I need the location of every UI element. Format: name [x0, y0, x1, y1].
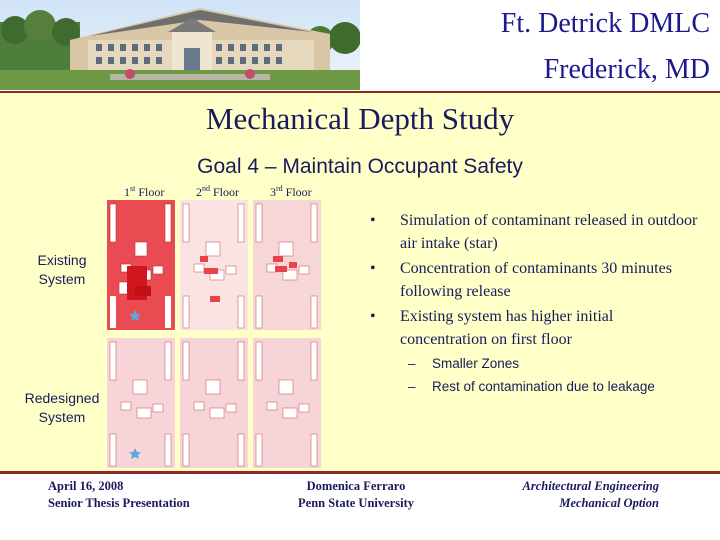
floor-label-1 — [124, 184, 164, 200]
floorplan-redesigned-floor2 — [180, 338, 248, 468]
row-label-redesigned — [20, 389, 104, 427]
sub-bullet-text: Rest of contamination due to leakage — [432, 379, 655, 394]
row-label-line: System — [38, 409, 86, 425]
bullet-text: Simulation of contaminant released in outdoor air intake (star) — [400, 212, 698, 252]
bullet-text: Concentration of contaminants 30 minutes following release — [400, 260, 672, 300]
sub-bullet-item — [408, 375, 708, 398]
floor-ordinal: 1 — [124, 185, 130, 199]
row-label-line: Existing — [37, 252, 87, 268]
footer-option: Mechanical Option — [559, 496, 659, 510]
floor-word: Floor — [213, 185, 240, 199]
sub-bullet-list — [408, 352, 708, 398]
floor-label-3 — [270, 184, 312, 200]
floorplan-existing-floor1 — [107, 200, 175, 330]
header-title-line1: Ft. Detrick DMLC — [500, 8, 710, 39]
bullet-item — [368, 210, 698, 255]
floorplan-redesigned-floor3 — [253, 338, 321, 468]
bullet-text: Existing system has higher initial concentration on first floor — [400, 308, 614, 348]
floor-label-2 — [196, 184, 239, 200]
row-label-existing — [28, 251, 96, 289]
floorplan-existing-floor2 — [180, 200, 248, 330]
floor-word: Floor — [285, 185, 312, 199]
sub-bullet-marker: – — [408, 356, 416, 371]
footer-bar — [0, 474, 720, 540]
bullet-item — [368, 306, 698, 351]
footer-department: Architectural Engineering — [522, 479, 659, 493]
header-divider — [0, 91, 720, 93]
floor-ordinal-suffix: nd — [202, 184, 210, 193]
slide-subtitle-goal: Goal 4 – Maintain Occupant Safety — [197, 155, 523, 178]
row-label-line: System — [38, 271, 86, 287]
floorplan-existing-floor3 — [253, 200, 321, 330]
footer-department-block — [523, 478, 659, 512]
row-label-line: Redesigned — [24, 390, 100, 406]
bullet-list — [368, 210, 698, 354]
header-title-line2: Frederick, MD — [543, 54, 710, 85]
building-banner-image — [0, 0, 360, 90]
sub-bullet-item — [408, 352, 708, 375]
bullet-item — [368, 258, 698, 303]
slide-title: Mechanical Depth Study — [205, 101, 515, 136]
footer-university: Penn State University — [298, 496, 414, 510]
floor-ordinal-suffix: rd — [276, 184, 283, 193]
floor-word: Floor — [138, 185, 165, 199]
sub-bullet-marker: – — [408, 379, 416, 394]
floor-ordinal: 2 — [196, 185, 202, 199]
bullet-marker: • — [370, 260, 376, 277]
floor-ordinal-suffix: st — [130, 184, 136, 193]
footer-author-block — [290, 478, 422, 512]
sub-bullet-text: Smaller Zones — [432, 356, 520, 371]
bullet-marker: • — [370, 308, 376, 325]
bullet-marker: • — [370, 212, 376, 229]
footer-date-block — [48, 478, 190, 512]
footer-date: April 16, 2008 — [48, 479, 124, 493]
floor-ordinal: 3 — [270, 185, 276, 199]
floorplan-redesigned-floor1 — [107, 338, 175, 468]
footer-author: Domenica Ferraro — [306, 479, 406, 493]
footer-presentation: Senior Thesis Presentation — [48, 496, 190, 510]
header-bar — [0, 0, 720, 92]
